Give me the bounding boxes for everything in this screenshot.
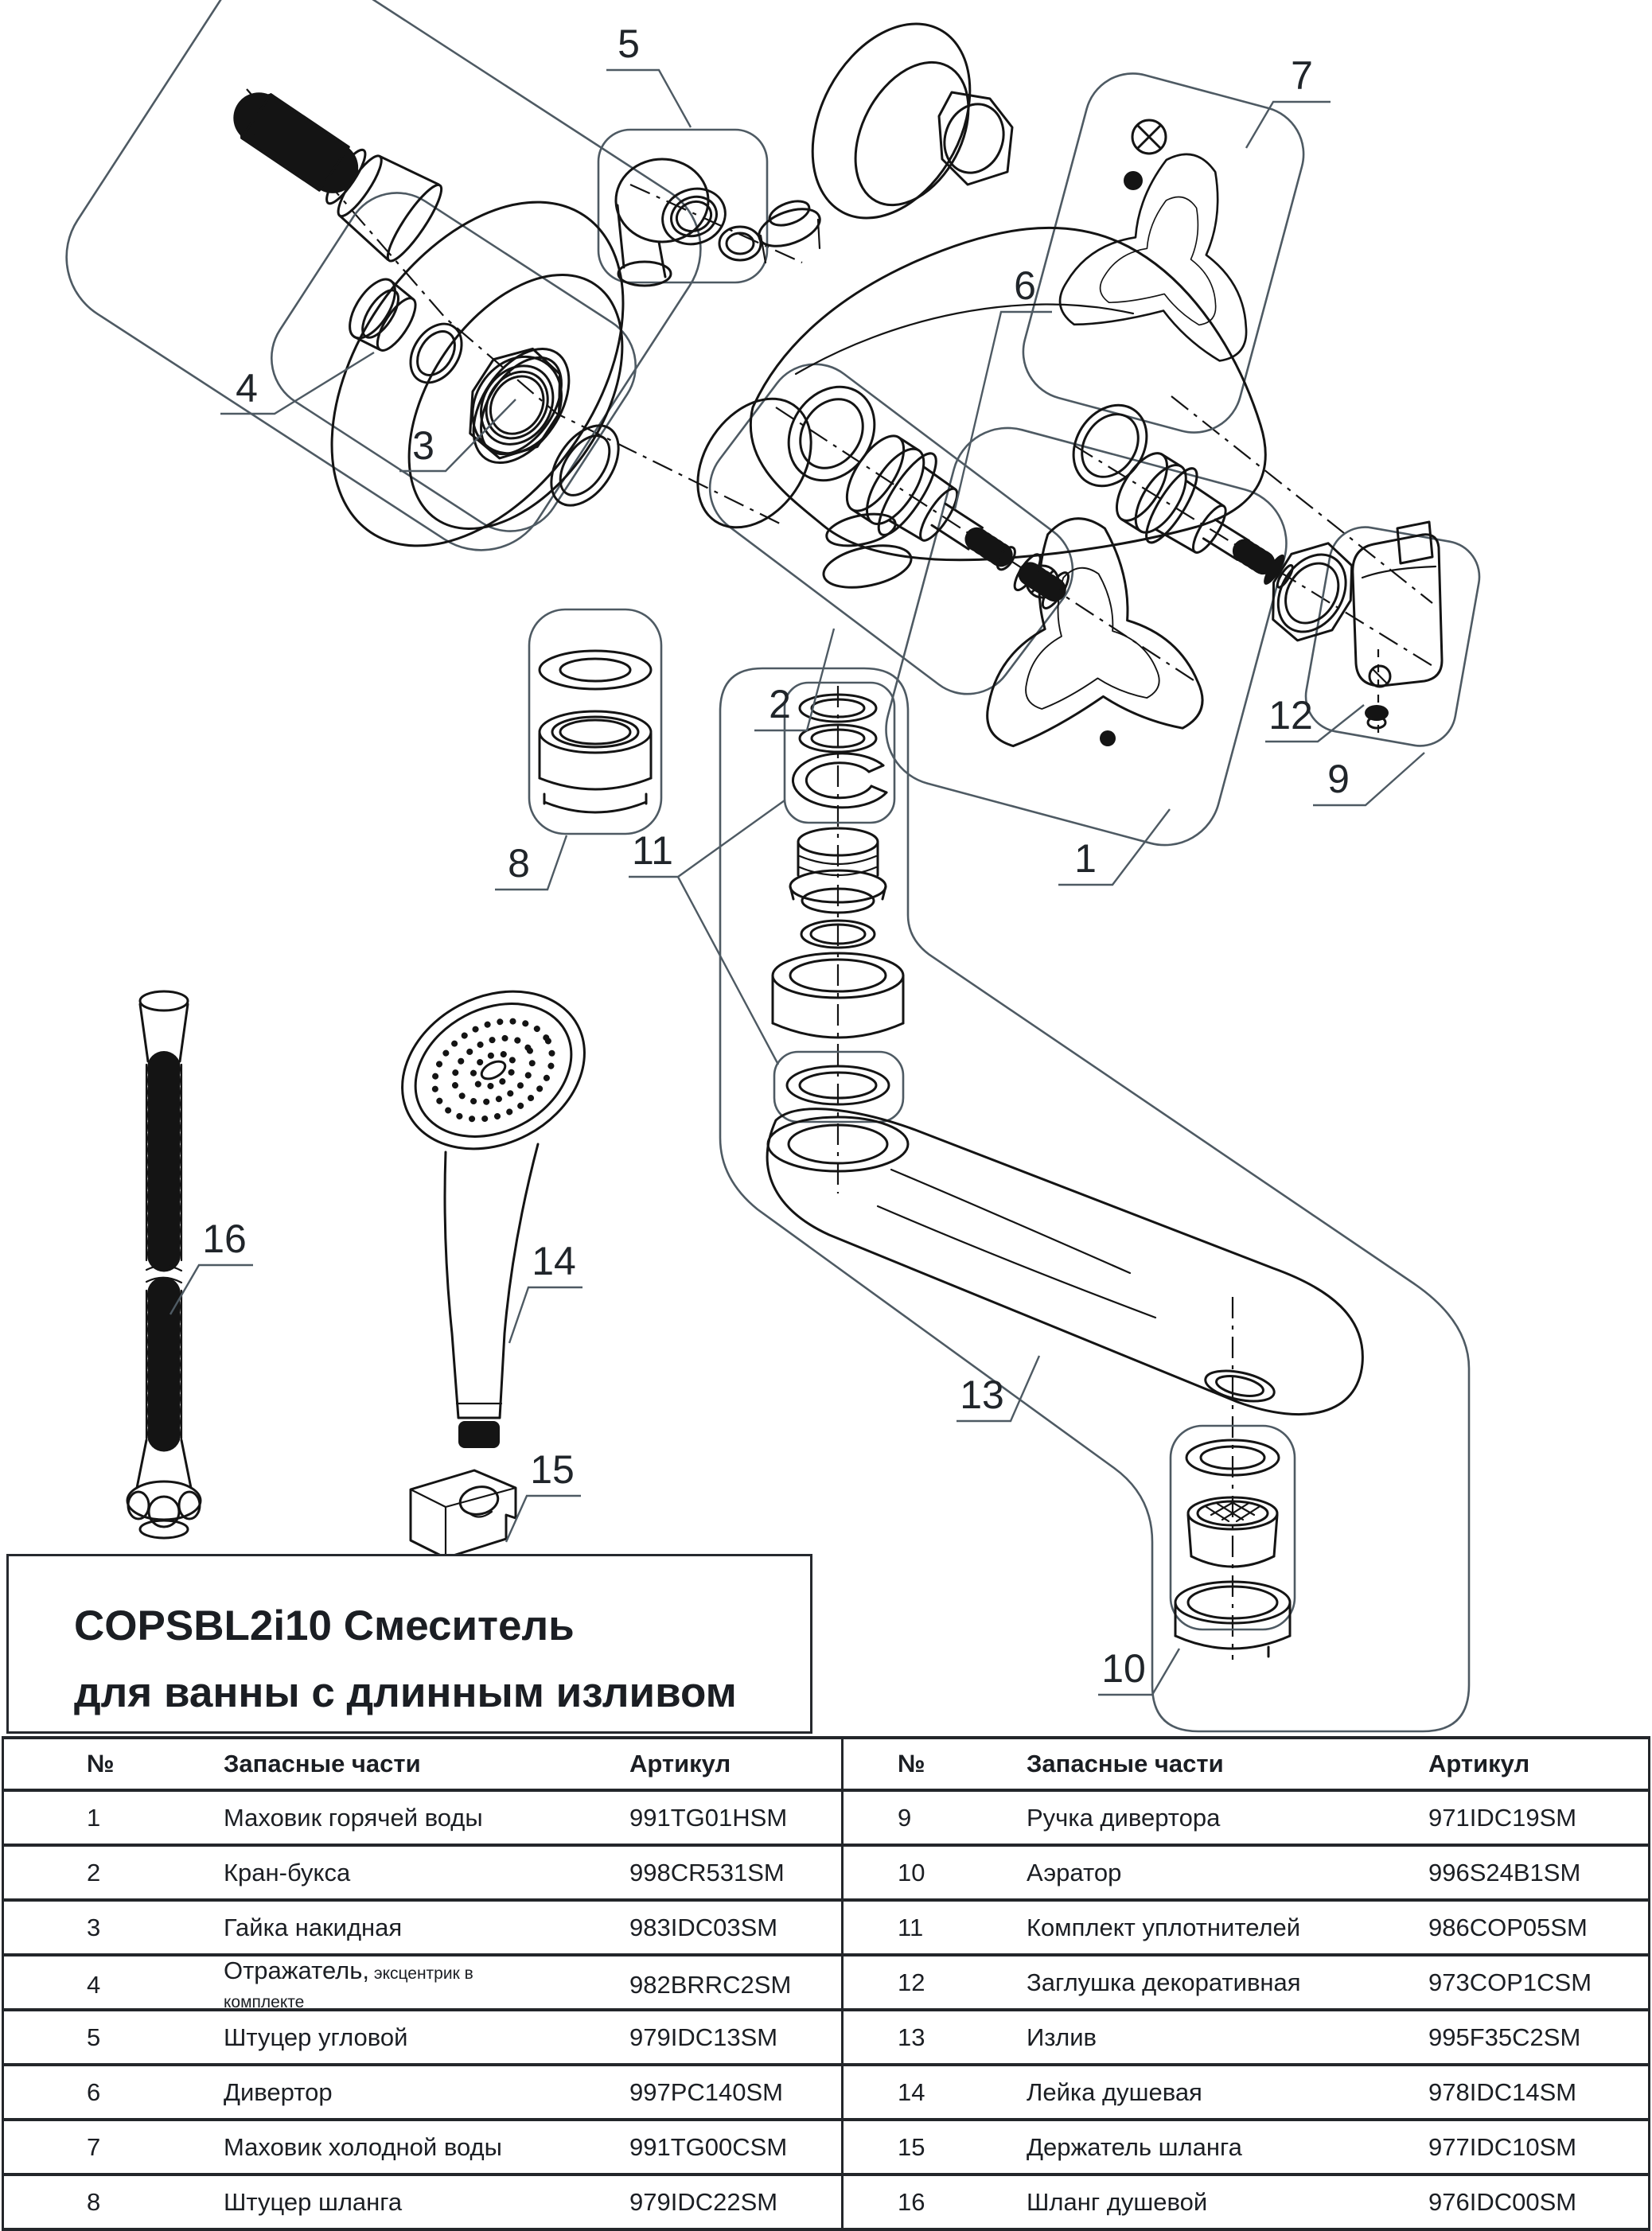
leader-15: [506, 1496, 581, 1542]
part-name: Штуцер угловой: [224, 2023, 408, 2051]
part-number: 6: [87, 2077, 101, 2106]
part-name: Комплект уплотнителей: [1027, 1913, 1301, 1941]
part-15-holder-drawing: [411, 1470, 516, 1558]
body-shower-outlet: [754, 197, 825, 263]
part-number: 4: [87, 1971, 101, 1999]
callout-12: 12: [1268, 693, 1313, 738]
callout-11: 11: [632, 828, 673, 873]
part-4-reflector-drawing: [271, 149, 683, 599]
table-row: [4, 1847, 841, 1902]
table-row: [844, 2011, 1648, 2066]
group-box-7: [1012, 63, 1314, 443]
part-article: 995F35C2SM: [1428, 2023, 1581, 2051]
part-name: Аэратор: [1027, 1858, 1122, 1886]
callout-16: 16: [202, 1217, 247, 1261]
part-name: Маховик холодной воды: [224, 2132, 502, 2161]
part-6-divertor-drawing: [1102, 434, 1370, 653]
part-name: Отражатель, эксцентрик в комплекте: [224, 1957, 473, 2011]
part-number: 15: [898, 2132, 925, 2161]
part-number: 2: [87, 1858, 101, 1886]
part-article: 971IDC19SM: [1428, 1803, 1577, 1832]
callout-3: 3: [412, 423, 434, 468]
table-row: [4, 1792, 841, 1847]
part-14-shower-head-drawing: [375, 960, 612, 1448]
group-box-4: [41, 0, 727, 576]
callout-10: 10: [1101, 1646, 1146, 1691]
part-8-hose-fitting-drawing: [540, 651, 651, 812]
callout-14: 14: [532, 1239, 576, 1283]
part-article: 998CR531SM: [629, 1858, 785, 1886]
parts-table-left: [2, 1736, 844, 2231]
product-title-line2: для ванны с длинным изливом: [74, 1669, 737, 1716]
part-number: 10: [898, 1858, 925, 1886]
part-number: 1: [87, 1803, 101, 1832]
part-article: 973COP1CSM: [1428, 1968, 1592, 1996]
part-3-nut-drawing: [341, 272, 582, 473]
col-parts-header: Запасные части: [224, 1750, 421, 1777]
part-number: 7: [87, 2132, 101, 2161]
group-outlines: [41, 0, 1485, 1731]
part-number: 16: [898, 2187, 925, 2216]
part-name: Заглушка декоративная: [1027, 1968, 1301, 1996]
part-article: 997PC140SM: [629, 2077, 784, 2106]
col-num-header: №: [898, 1750, 925, 1777]
leader-14: [509, 1287, 582, 1343]
part-article: 977IDC10SM: [1428, 2132, 1577, 2161]
leader-7: [1246, 102, 1331, 148]
body-hot-seat: [771, 371, 891, 496]
product-title-line1: COPSBL2i10 Смеситель: [74, 1602, 575, 1649]
part-article: 983IDC03SM: [629, 1913, 778, 1941]
part-name: Гайка накидная: [224, 1913, 403, 1941]
table-header: [844, 1739, 1648, 1792]
table-row: [844, 1847, 1648, 1902]
part-4-eccentric-drawing: [225, 75, 448, 266]
part-name: Штуцер шланга: [224, 2187, 403, 2216]
part-name: Держатель шланга: [1027, 2132, 1242, 2161]
table-row: [844, 1902, 1648, 1957]
part-9-knob-drawing: [1353, 522, 1442, 686]
part-number: 11: [898, 1913, 924, 1941]
table-row: [4, 1957, 841, 2011]
part-name-note: эксцентрик в комплекте: [224, 1964, 473, 2011]
callouts: [202, 21, 1350, 1691]
group-box-2: [691, 345, 1092, 713]
table-row: [844, 1792, 1648, 1847]
part-article: 991TG00CSM: [629, 2132, 788, 2161]
leader-16: [170, 1265, 253, 1314]
part-7-screw: [1124, 120, 1166, 190]
part-name: Лейка душевая: [1027, 2077, 1202, 2106]
table-row: [4, 1902, 841, 1957]
callout-8: 8: [508, 841, 530, 886]
table-row: [4, 2176, 841, 2231]
col-article-header: Артикул: [1428, 1750, 1530, 1777]
part-number: 8: [87, 2187, 101, 2216]
leaders: [170, 70, 1424, 1695]
part-number: 13: [898, 2023, 925, 2051]
part-13-spout-drawing: [767, 1109, 1362, 1415]
part-article: 991TG01HSM: [629, 1803, 788, 1832]
part-article: 978IDC14SM: [1428, 2077, 1577, 2106]
part-16-hose-drawing: [127, 991, 201, 1538]
part-name: Дивертор: [224, 2077, 333, 2106]
callout-2: 2: [769, 682, 791, 726]
part-name: Ручка дивертора: [1027, 1803, 1221, 1832]
callout-13: 13: [960, 1372, 1004, 1417]
axis-divertor-handle: [1171, 396, 1432, 603]
table-row: [844, 2066, 1648, 2121]
leader-5: [606, 70, 691, 127]
table-header: [4, 1739, 841, 1792]
part-article: 979IDC22SM: [629, 2187, 778, 2216]
body-spout-outlet: [820, 508, 915, 594]
part-name: Излив: [1027, 2023, 1097, 2051]
part-number: 14: [898, 2077, 925, 2106]
product-title-box: [6, 1554, 812, 1734]
part-name: Кран-букса: [224, 1858, 351, 1886]
leader-8: [495, 835, 567, 890]
table-row: [844, 2176, 1648, 2231]
part-number: 5: [87, 2023, 101, 2051]
part-number: 9: [898, 1803, 912, 1832]
callout-6: 6: [1014, 263, 1036, 308]
part-number: 3: [87, 1913, 101, 1941]
part-article: 976IDC00SM: [1428, 2187, 1577, 2216]
part-7-handle-drawing: [1054, 120, 1285, 366]
body-divertor-seat: [1058, 391, 1161, 500]
part-name: Маховик горячей воды: [224, 1803, 483, 1832]
table-row: [844, 1957, 1648, 2011]
parts-table-right: [844, 1736, 1650, 2231]
callout-1: 1: [1074, 836, 1097, 881]
callout-5: 5: [618, 21, 640, 66]
part-article: 996S24B1SM: [1428, 1858, 1581, 1886]
callout-15: 15: [530, 1447, 575, 1492]
part-name: Шланг душевой: [1027, 2187, 1208, 2216]
col-parts-header: Запасные части: [1027, 1750, 1224, 1777]
callout-4: 4: [236, 366, 258, 411]
part-number: 12: [898, 1968, 925, 1996]
table-row: [4, 2066, 841, 2121]
callout-9: 9: [1327, 757, 1350, 801]
part-article: 979IDC13SM: [629, 2023, 778, 2051]
leader-6: [955, 312, 1052, 509]
callout-7: 7: [1291, 53, 1313, 98]
table-row: [844, 2121, 1648, 2176]
table-row: [4, 2121, 841, 2176]
table-row: [4, 2011, 841, 2066]
part-article: 982BRRC2SM: [629, 1971, 792, 1999]
part-5-angle-fitting-drawing: [616, 159, 761, 286]
col-num-header: №: [87, 1750, 115, 1777]
col-article-header: Артикул: [629, 1750, 731, 1777]
snap-ring: [793, 753, 886, 808]
part-article: 986COP05SM: [1428, 1913, 1588, 1941]
